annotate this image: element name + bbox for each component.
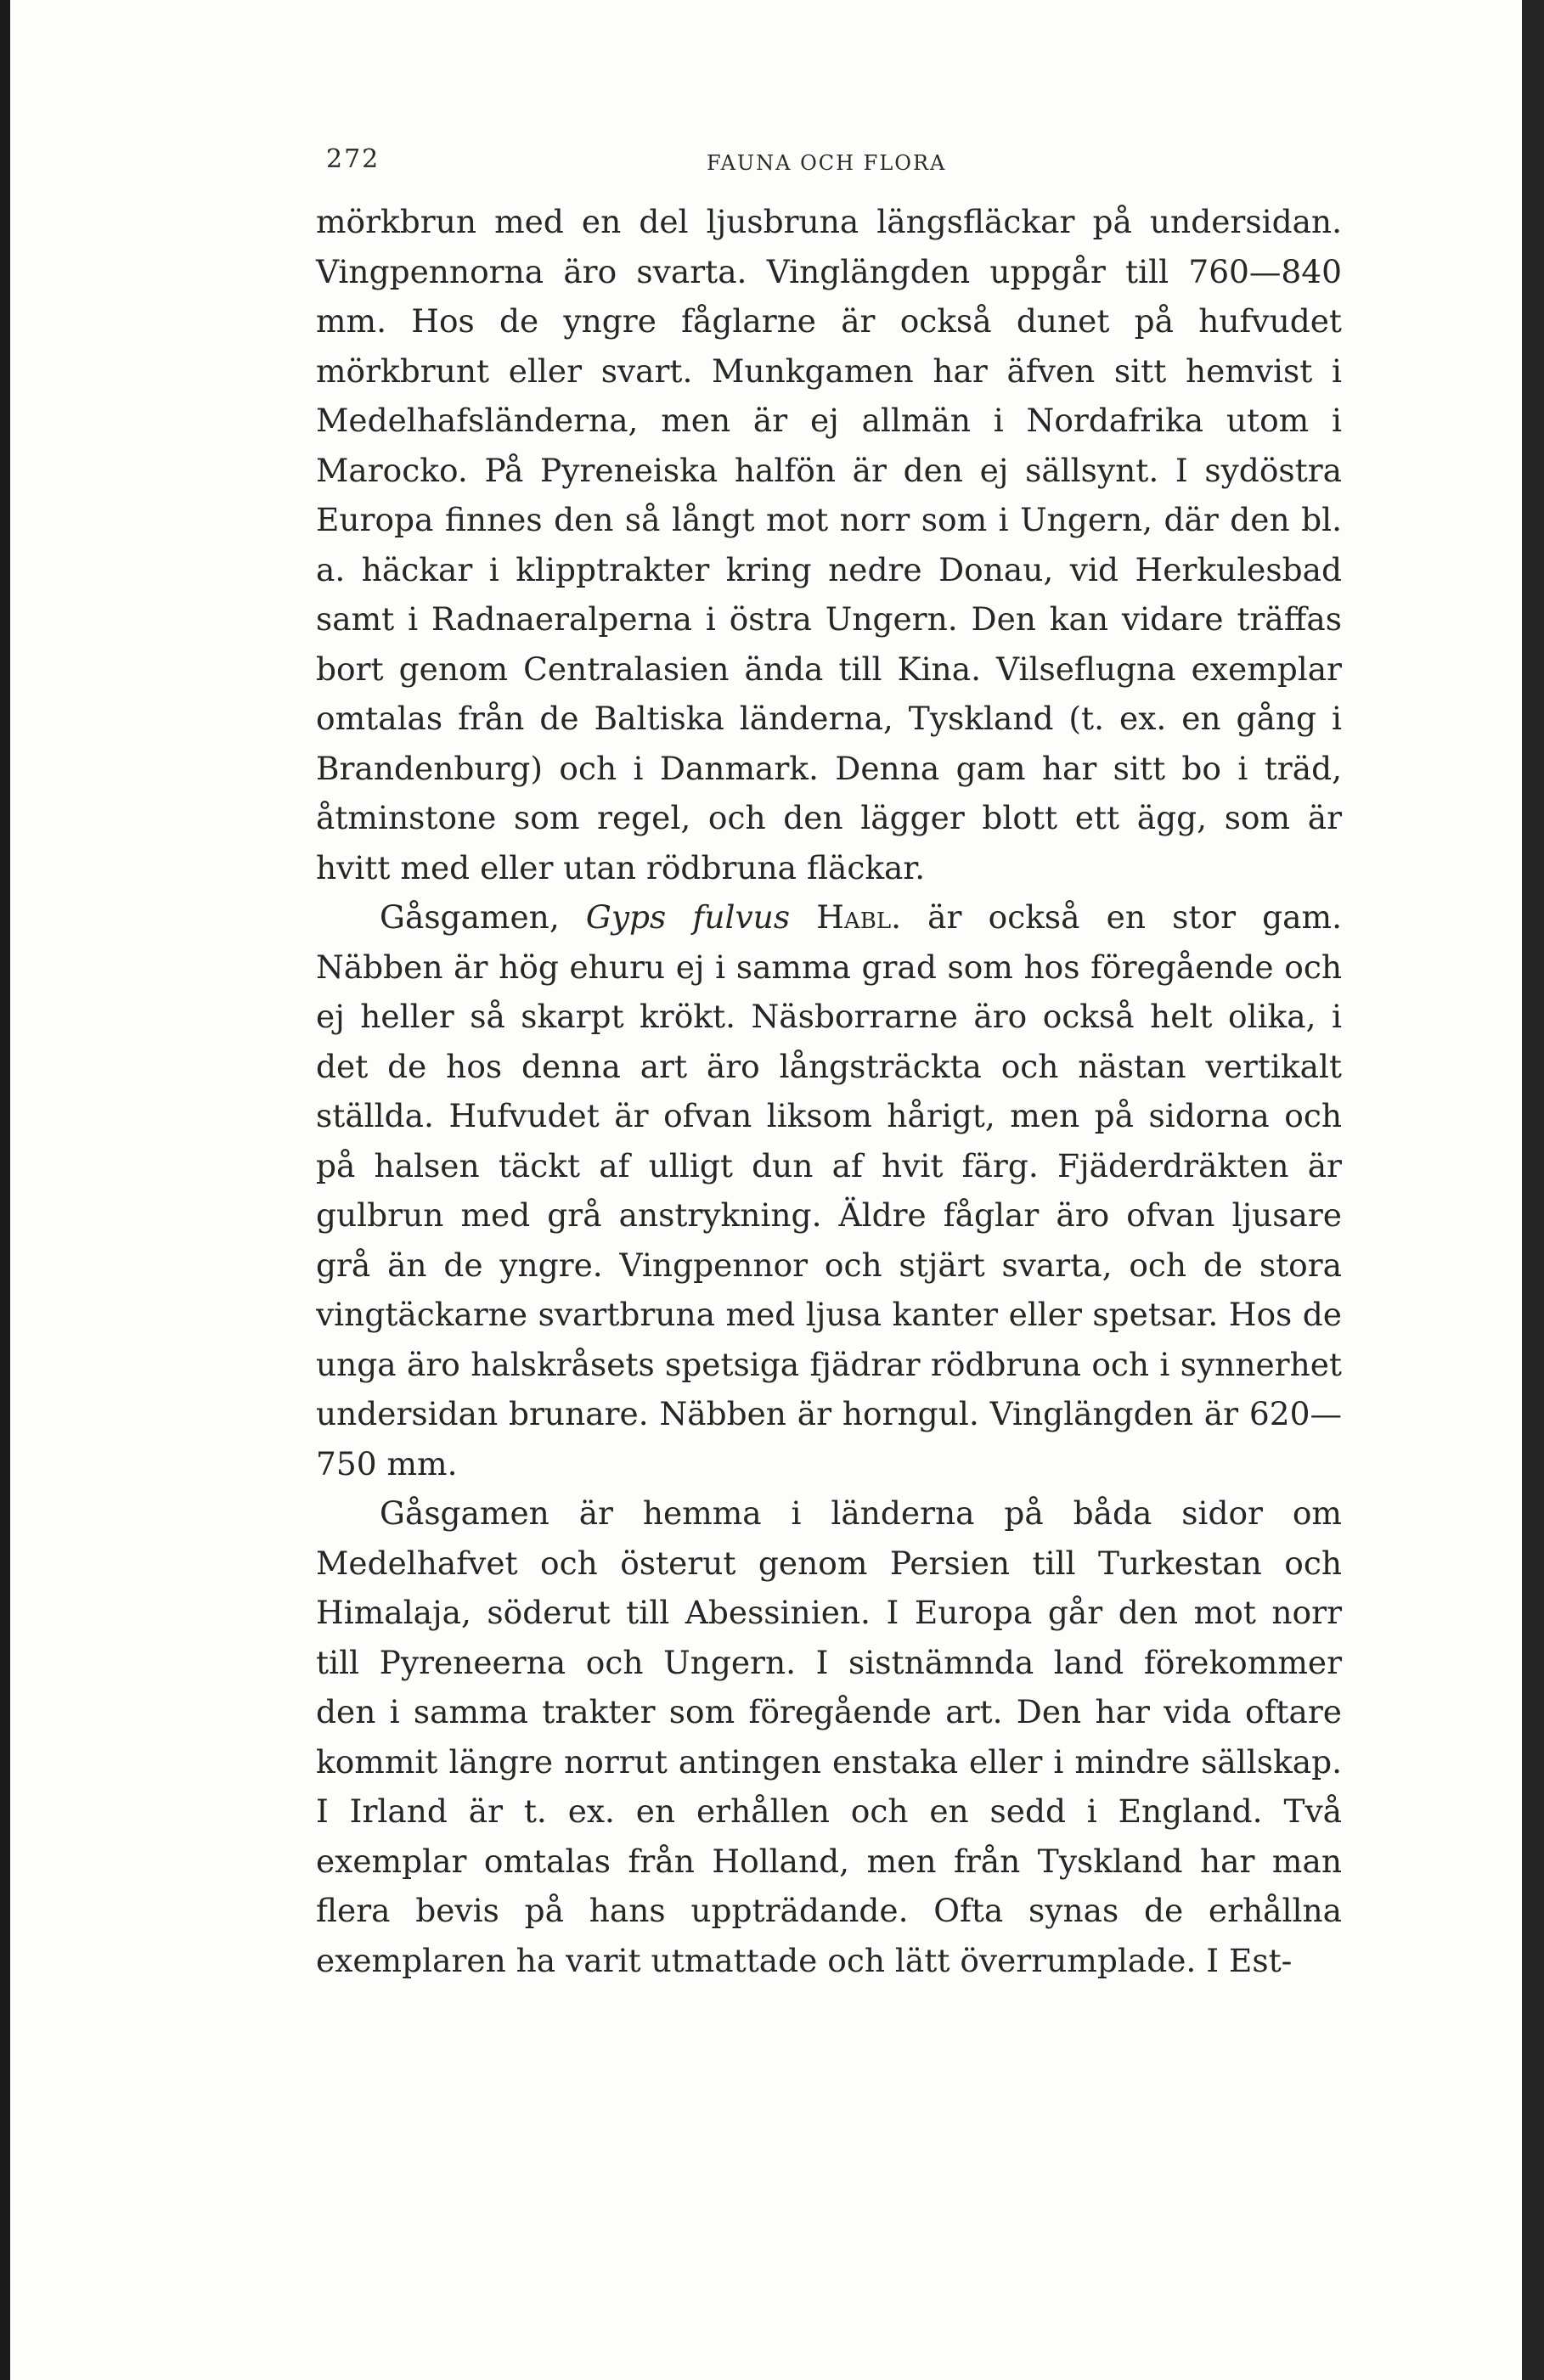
page-number: 272 [326, 144, 380, 174]
paragraph-1: mörkbrun med en del ljusbruna längsfläckar på undersidan. Vingpennorna äro svarta. Vinglängden uppgår till 760—840 mm. Hos de yngre fåglarne är också dunet på hufvudet mörkbrunt eller svart. Munkgamen har äfven sitt hemvist i Medelhafsländerna, men är ej allmän i Nordafrika utom i Marocko. På Pyreneiska halfön är den ej sällsynt. I sydöstra Europa finnes den så långt mot norr som i Ungern, där den bl. a. häckar i klipptrakter kring nedre Donau, vid Herkulesbad samt i Radnaeralperna i östra Ungern. Den kan vidare träffas bort genom Centralasien ända till Kina. Vilseflugna exemplar omtalas från de Baltiska länderna, Tyskland (t. ex. en gång i Brandenburg) och i Danmark. Denna gam har sitt bo i träd, åtminstone som regel, och den lägger blott ett ägg, som är hvitt med eller utan rödbruna fläckar. [316, 203, 1342, 886]
book-page [10, 0, 1522, 2380]
paragraph-2 [316, 892, 1342, 1488]
body-text [316, 197, 1342, 1985]
running-head: FAUNA OCH FLORA [707, 151, 947, 175]
page-header [10, 144, 1522, 195]
scan-border [1522, 0, 1544, 2380]
paragraph-3: Gåsgamen är hemma i länderna på båda sidor om Medelhafvet och österut genom Persien till Turkestan och Himalaja, söderut till Abessinien. I Europa går den mot norr till Pyreneerna och Ungern. I sistnämnda land förekommer den i samma trakter som föregående art. Den har vida oftare kommit längre norrut antingen enstaka eller i mindre sällskap. I Irland är t. ex. en erhållen och en sedd i England. Två exemplar omtalas från Holland, men från Tyskland har man flera bevis på hans uppträdande. Ofta synas de erhållna exemplaren ha varit utmattade och lätt överrumplade. I Est- [316, 1494, 1342, 1979]
species-author: Habl. [816, 898, 902, 936]
paragraph-2-lead: Gåsgamen, [380, 898, 586, 936]
paragraph-2-text: är också en stor gam. Näbben är hög ehuru ej i samma grad som hos föregående och ej heller så skarpt krökt. Näsborrarne äro också helt olika, i det de hos denna art äro långsträckta och nästan vertikalt ställda. Hufvudet är ofvan liksom hårigt, men på sidorna och på halsen täckt af ulligt dun af hvit färg. Fjäderdräkten är gulbrun med grå anstrykning. Äldre fåglar äro ofvan ljusare grå än de yngre. Vingpennor och stjärt svarta, och de stora vingtäckarne svartbruna med ljusa kanter eller spetsar. Hos de unga äro halskråsets spetsiga fjädrar rödbruna och i synnerhet undersidan brunare. Näbben är horngul. Vinglängden är 620—750 mm. [316, 898, 1342, 1483]
species-name: Gyps fulvus [585, 898, 791, 936]
